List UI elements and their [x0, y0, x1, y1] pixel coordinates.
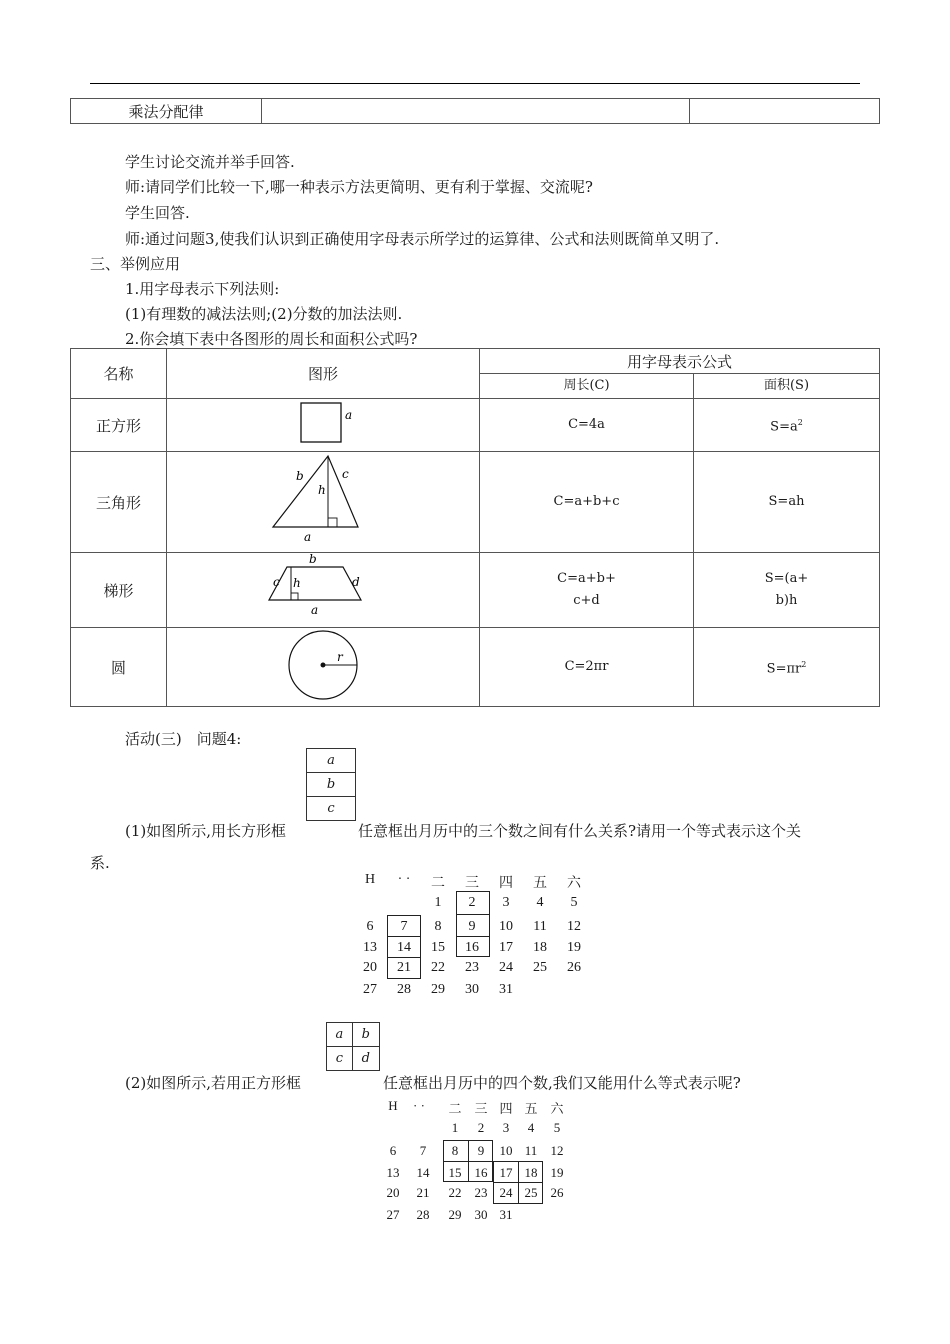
- day: 30: [474, 1207, 488, 1222]
- label-a: a: [345, 408, 353, 422]
- day: 2: [468, 895, 476, 910]
- frame-cell-b: b: [352, 1023, 379, 1047]
- day: 3: [502, 1120, 510, 1135]
- day: 17: [499, 940, 513, 955]
- day: 26: [550, 1185, 564, 1200]
- day: 6: [389, 1143, 397, 1158]
- day: 1: [451, 1120, 459, 1135]
- day: 15: [448, 1165, 462, 1180]
- day: 18: [524, 1165, 538, 1180]
- row-name: 圆: [71, 628, 167, 707]
- day: 9: [477, 1143, 485, 1158]
- question-text: 任意框出月历中的四个数,我们又能用什么等式表示呢?: [383, 1074, 741, 1092]
- day: 23: [474, 1185, 488, 1200]
- day: 6: [366, 919, 374, 934]
- day: 21: [416, 1185, 430, 1200]
- area-cell: S=(a+ b)h: [694, 553, 880, 628]
- day: 31: [499, 1207, 513, 1222]
- day: 2: [477, 1120, 485, 1135]
- day: 7: [400, 919, 408, 934]
- day: 29: [448, 1207, 462, 1222]
- day: 11: [524, 1143, 538, 1158]
- top-table-label: 乘法分配律: [71, 99, 262, 124]
- weekday: 五: [524, 1101, 538, 1116]
- shape-table: [70, 348, 880, 707]
- perimeter-cell: C=4a: [480, 399, 694, 452]
- header-perimeter: 周长(C): [480, 374, 694, 399]
- day: 22: [431, 960, 445, 975]
- day: 5: [570, 895, 578, 910]
- question: 2.你会填下表中各图形的周长和面积公式吗?: [125, 330, 418, 348]
- day: 3: [502, 895, 510, 910]
- header-figure: 图形: [167, 349, 480, 399]
- row-name: 梯形: [71, 553, 167, 628]
- row-name: 三角形: [71, 452, 167, 553]
- day: 14: [397, 940, 411, 955]
- header-name: 名称: [71, 349, 167, 399]
- paragraph: 师:请同学们比较一下,哪一种表示方法更简明、更有利于掌握、交流呢?: [125, 178, 593, 196]
- label-h: h: [318, 483, 326, 497]
- paragraph: 师:通过问题3,使我们认识到正确使用字母表示所学过的运算律、公式和法则既简单又明了.: [125, 230, 720, 248]
- calendar-rect-frame: [387, 915, 421, 979]
- paragraph: 学生讨论交流并举手回答.: [125, 153, 295, 171]
- day: 18: [533, 940, 547, 955]
- day: 20: [363, 960, 377, 975]
- weekday: 三: [474, 1101, 488, 1116]
- frame-cell-a: a: [327, 1023, 353, 1047]
- perimeter-cell: C=a+b+c: [480, 452, 694, 553]
- rect-frame-legend: [306, 748, 356, 821]
- question-text: 系.: [90, 854, 110, 872]
- day: 13: [386, 1165, 400, 1180]
- label-a: a: [304, 530, 312, 544]
- circle-figure: [167, 628, 480, 707]
- weekday: H: [364, 872, 376, 887]
- weekday: 六: [567, 876, 581, 891]
- day: 24: [499, 1185, 513, 1200]
- header-rule: [90, 83, 860, 84]
- square-figure: [167, 399, 480, 452]
- day: 9: [468, 919, 476, 934]
- day: 24: [499, 960, 513, 975]
- day: 10: [499, 1143, 513, 1158]
- square-shape: [263, 399, 383, 447]
- day: 28: [416, 1207, 430, 1222]
- day: 29: [431, 982, 445, 997]
- day: 13: [363, 940, 377, 955]
- row-name: 正方形: [71, 399, 167, 452]
- day: 5: [553, 1120, 561, 1135]
- day: 4: [536, 895, 544, 910]
- day: 22: [448, 1185, 462, 1200]
- day: 1: [434, 895, 442, 910]
- calendar-rect-frame: [456, 891, 490, 957]
- perimeter-cell: C=2πr: [480, 628, 694, 707]
- label-r: r: [337, 650, 343, 664]
- day: 20: [386, 1185, 400, 1200]
- day: 17: [499, 1165, 513, 1180]
- day: 27: [386, 1207, 400, 1222]
- triangle-figure: [167, 452, 480, 553]
- weekday: H: [388, 1098, 398, 1113]
- question-items: (1)有理数的减法法则;(2)分数的加法法则.: [125, 305, 403, 323]
- day: 28: [397, 982, 411, 997]
- day: 30: [465, 982, 479, 997]
- weekday: 三: [465, 876, 479, 891]
- label-c: c: [342, 467, 349, 481]
- weekday: 五: [533, 876, 547, 891]
- frame-cell-c: c: [307, 797, 356, 821]
- frame-cell-b: b: [307, 773, 356, 797]
- top-table: [70, 98, 880, 124]
- day: 26: [567, 960, 581, 975]
- header-area: 面积(S): [694, 374, 880, 399]
- top-table-empty-cell: [690, 99, 880, 124]
- weekday: 二: [448, 1101, 462, 1116]
- day: 23: [465, 960, 479, 975]
- day: 16: [474, 1165, 488, 1180]
- frame-cell-d: d: [352, 1047, 379, 1071]
- section-heading: 三、举例应用: [90, 255, 181, 273]
- day: 16: [465, 940, 479, 955]
- weekday: · ·: [397, 872, 411, 887]
- day: 12: [567, 919, 581, 934]
- question: 1.用字母表示下列法则:: [125, 280, 280, 298]
- area-cell: S=ah: [694, 452, 880, 553]
- frame-cell-a: a: [307, 749, 356, 773]
- day: 19: [567, 940, 581, 955]
- day: 11: [533, 919, 547, 934]
- day: 10: [499, 919, 513, 934]
- trapezoid-figure: [167, 553, 480, 628]
- paragraph: 学生回答.: [125, 204, 190, 222]
- label-c: c: [273, 575, 280, 589]
- perimeter-cell: C=a+b+ c+d: [480, 553, 694, 628]
- question-text: (2)如图所示,若用正方形框: [125, 1074, 302, 1092]
- weekday: 四: [499, 1101, 513, 1116]
- day: 7: [419, 1143, 427, 1158]
- day: 4: [527, 1120, 535, 1135]
- weekday: · ·: [413, 1098, 425, 1113]
- label-h: h: [293, 576, 301, 590]
- day: 14: [416, 1165, 430, 1180]
- day: 8: [434, 919, 442, 934]
- label-b: b: [309, 553, 317, 566]
- day: 25: [524, 1185, 538, 1200]
- circle-shape: [273, 628, 373, 702]
- weekday: 二: [431, 876, 445, 891]
- trapezoid-shape: [258, 553, 388, 623]
- label-a: a: [311, 603, 319, 617]
- square-frame-legend: [326, 1022, 380, 1071]
- question-text: 任意框出月历中的三个数之间有什么关系?请用一个等式表示这个关: [358, 822, 802, 840]
- weekday: 四: [499, 876, 513, 891]
- area-cell: $S=a^2$: [694, 399, 880, 452]
- header-formula: 用字母表示公式: [480, 349, 880, 374]
- label-b: b: [296, 469, 304, 483]
- calendar-1: [353, 872, 593, 1002]
- day: 25: [533, 960, 547, 975]
- frame-cell-c: c: [327, 1047, 353, 1071]
- day: 19: [550, 1165, 564, 1180]
- activity-title: 活动(三) 问题4:: [125, 730, 242, 748]
- day: 8: [451, 1143, 459, 1158]
- day: 31: [499, 982, 513, 997]
- day: 15: [431, 940, 445, 955]
- day: 21: [397, 960, 411, 975]
- triangle-shape: [258, 452, 388, 548]
- weekday: 六: [550, 1101, 564, 1116]
- area-cell: $S=\pi r^2$: [694, 628, 880, 707]
- top-table-empty-cell: [262, 99, 690, 124]
- day: 12: [550, 1143, 564, 1158]
- day: 27: [363, 982, 377, 997]
- label-d: d: [352, 575, 360, 589]
- calendar-2: [380, 1098, 580, 1228]
- question-text: (1)如图所示,用长方形框: [125, 822, 287, 840]
